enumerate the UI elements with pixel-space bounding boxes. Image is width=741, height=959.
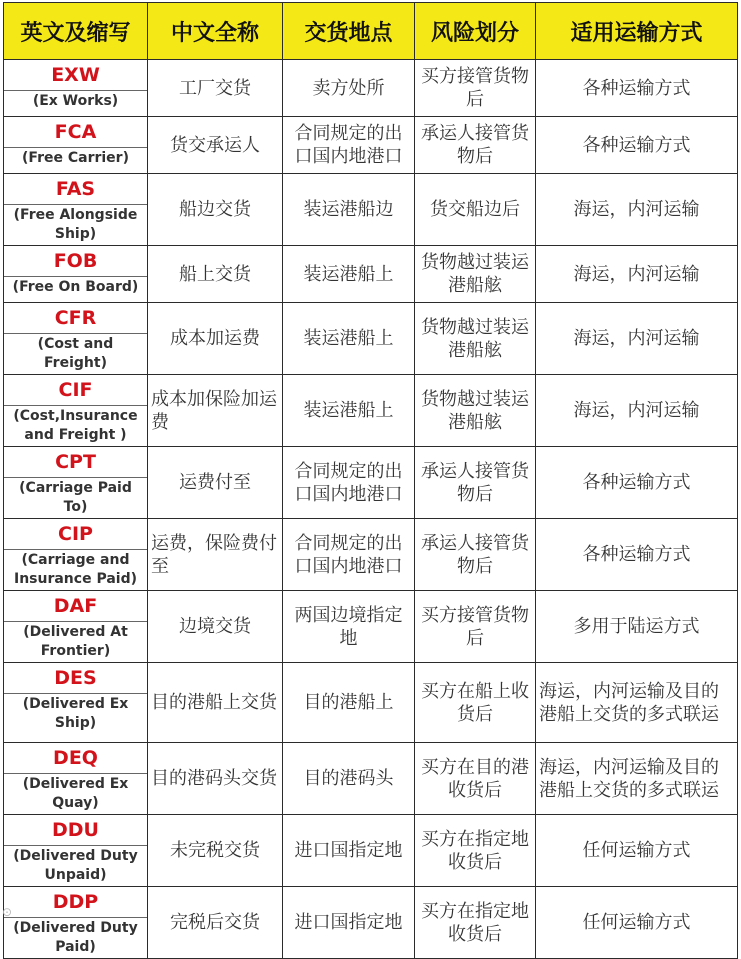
risk-transfer-cell: 承运人接管货物后 [415,447,536,519]
header-cell: 交货地点 [283,3,415,60]
term-full-name: (Cost and Freight) [37,336,114,371]
term-abbr: DEQ [4,743,147,774]
term-full-name: (Delivered Ex Quay) [22,776,129,811]
risk-transfer-cell: 货交船边后 [415,174,536,246]
table-row [4,174,738,246]
delivery-place-cell: 装运港船上 [283,246,415,303]
term-full-name: (Free Carrier) [22,150,129,166]
term-abbr: FCA [4,117,147,148]
transport-mode-cell: 海运，内河运输 [536,174,738,246]
risk-transfer-cell: 货物越过装运港船舷 [415,303,536,375]
transport-mode-cell: 海运，内河运输及目的港船上交货的多式联运 [536,663,738,743]
chinese-name-cell: 完税后交货 [148,887,283,959]
chinese-name-cell: 船边交货 [148,174,283,246]
table-row [4,246,738,303]
term-abbr: DES [4,663,147,694]
transport-mode-cell: 各种运输方式 [536,60,738,117]
risk-transfer-cell: 买方在目的港收货后 [415,743,536,815]
risk-transfer-cell: 货物越过装运港船舷 [415,375,536,447]
risk-transfer-cell: 买方在指定地收货后 [415,815,536,887]
table-row [4,447,738,519]
table-row [4,303,738,375]
chinese-name-cell: 目的港码头交货 [148,743,283,815]
delivery-place-cell: 合同规定的出口国内地港口 [283,519,415,591]
delivery-place-cell: 进口国指定地 [283,815,415,887]
term-cell [4,117,148,174]
term-full-name: (Cost,Insurance and Freight ) [13,408,138,443]
term-abbr: CIF [4,375,147,406]
term-abbr: DDU [4,815,147,846]
table-row [4,743,738,815]
term-cell [4,815,148,887]
delivery-place-cell: 目的港船上 [283,663,415,743]
delivery-place-cell: 目的港码头 [283,743,415,815]
risk-transfer-cell: 承运人接管货物后 [415,117,536,174]
transport-mode-cell: 多用于陆运方式 [536,591,738,663]
watermark: ⊙ [2,905,13,919]
term-abbr: EXW [4,60,147,91]
table-row [4,591,738,663]
chinese-name-cell: 运费付至 [148,447,283,519]
term-abbr: DAF [4,591,147,622]
term-abbr: CFR [4,303,147,334]
table-row [4,375,738,447]
transport-mode-cell: 任何运输方式 [536,887,738,959]
transport-mode-cell: 各种运输方式 [536,117,738,174]
table-row [4,60,738,117]
term-full-name: (Delivered Ex Ship) [22,696,129,731]
term-abbr: FAS [4,174,147,205]
chinese-name-cell: 目的港船上交货 [148,663,283,743]
term-abbr: CIP [4,519,147,550]
term-cell [4,591,148,663]
delivery-place-cell: 进口国指定地 [283,887,415,959]
transport-mode-cell: 海运，内河运输及目的港船上交货的多式联运 [536,743,738,815]
term-cell [4,663,148,743]
term-cell [4,743,148,815]
risk-transfer-cell: 买方在船上收货后 [415,663,536,743]
chinese-name-cell: 未完税交货 [148,815,283,887]
chinese-name-cell: 成本加运费 [148,303,283,375]
chinese-name-cell: 货交承运人 [148,117,283,174]
term-full-name: (Free On Board) [12,279,139,295]
risk-transfer-cell: 买方接管货物后 [415,591,536,663]
term-full-name: (Free Alongside Ship) [13,207,138,242]
delivery-place-cell: 装运港船上 [283,303,415,375]
chinese-name-cell: 边境交货 [148,591,283,663]
delivery-place-cell: 装运港船上 [283,375,415,447]
transport-mode-cell: 海运，内河运输 [536,375,738,447]
delivery-place-cell: 合同规定的出口国内地港口 [283,117,415,174]
term-cell [4,375,148,447]
term-full-name: (Delivered Duty Paid) [13,920,138,955]
incoterms-table [3,2,738,959]
risk-transfer-cell: 货物越过装运港船舷 [415,246,536,303]
term-abbr: FOB [4,246,147,277]
table-row [4,519,738,591]
transport-mode-cell: 任何运输方式 [536,815,738,887]
term-full-name: (Carriage Paid To) [19,480,132,515]
header-cell: 适用运输方式 [536,3,738,60]
risk-transfer-cell: 买方接管货物后 [415,60,536,117]
term-full-name: (Carriage and Insurance Paid) [13,552,137,587]
term-cell [4,174,148,246]
delivery-place-cell: 两国边境指定地 [283,591,415,663]
risk-transfer-cell: 买方在指定地收货后 [415,887,536,959]
term-full-name: (Delivered At Frontier) [23,624,128,659]
delivery-place-cell: 装运港船边 [283,174,415,246]
term-cell [4,60,148,117]
chinese-name-cell: 成本加保险加运费 [148,375,283,447]
transport-mode-cell: 各种运输方式 [536,519,738,591]
header-cell: 风险划分 [415,3,536,60]
transport-mode-cell: 海运，内河运输 [536,246,738,303]
term-abbr: DDP [4,887,147,918]
chinese-name-cell: 运费，保险费付至 [148,519,283,591]
risk-transfer-cell: 承运人接管货物后 [415,519,536,591]
transport-mode-cell: 海运，内河运输 [536,303,738,375]
term-cell [4,246,148,303]
header-cell: 英文及缩写 [4,3,148,60]
term-full-name: (Delivered Duty Unpaid) [13,848,138,883]
term-cell [4,303,148,375]
transport-mode-cell: 各种运输方式 [536,447,738,519]
term-abbr: CPT [4,447,147,478]
chinese-name-cell: 船上交货 [148,246,283,303]
table-row [4,815,738,887]
table-row [4,117,738,174]
chinese-name-cell: 工厂交货 [148,60,283,117]
term-cell [4,447,148,519]
table-row [4,663,738,743]
delivery-place-cell: 合同规定的出口国内地港口 [283,447,415,519]
term-cell [4,519,148,591]
delivery-place-cell: 卖方处所 [283,60,415,117]
term-full-name: (Ex Works) [32,93,119,109]
header-cell: 中文全称 [148,3,283,60]
header-row [4,3,738,60]
